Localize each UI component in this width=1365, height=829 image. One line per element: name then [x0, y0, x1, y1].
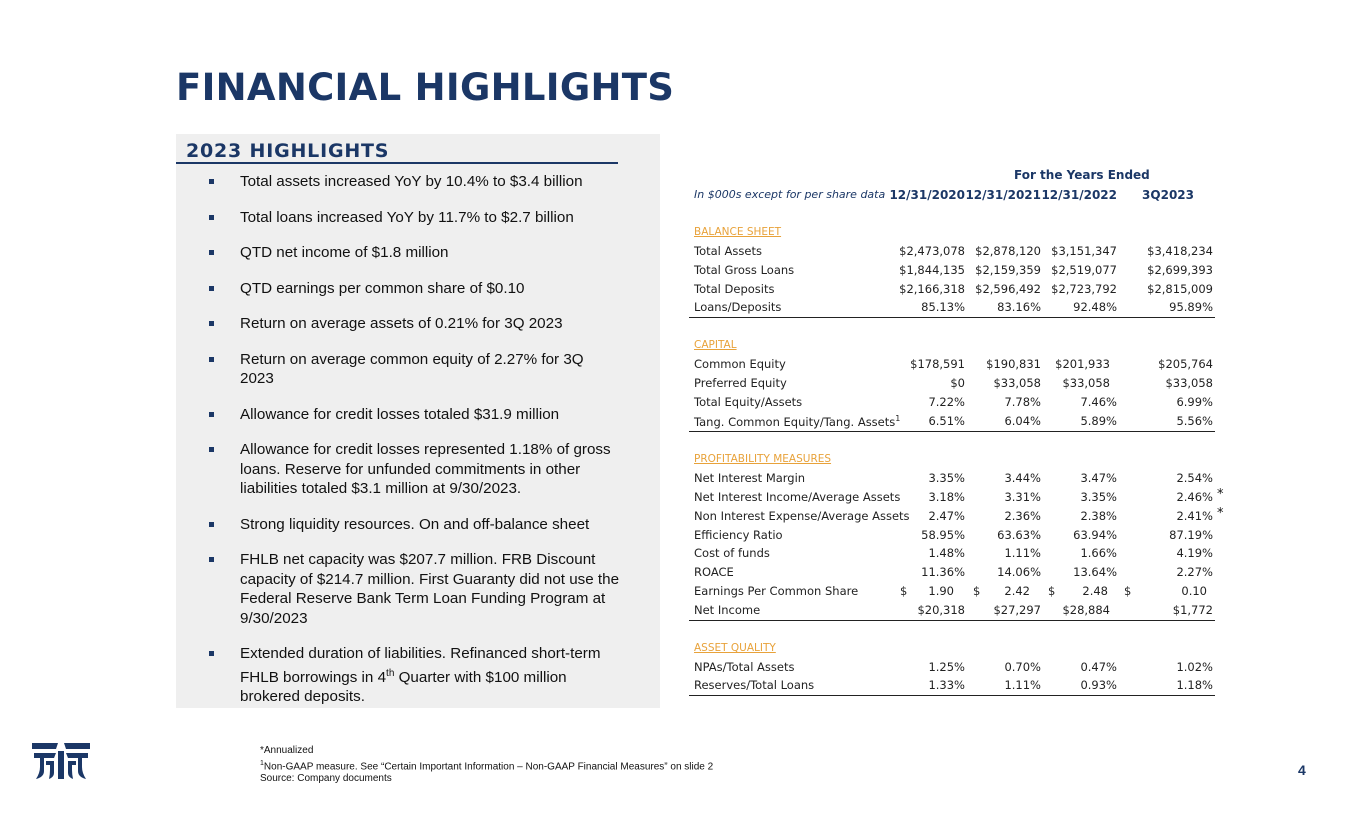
square-bullet-icon: [209, 321, 214, 326]
section-row: [689, 224, 1215, 243]
cell: 3.44%: [1004, 471, 1041, 485]
row-label: Loans/Deposits: [694, 300, 782, 314]
cell: $1,772: [1172, 603, 1213, 617]
row-label: Reserves/Total Loans: [694, 678, 815, 692]
cell: 2.42: [1004, 584, 1030, 598]
cell: 7.22%: [928, 395, 965, 409]
dollar-sign: $: [1124, 584, 1132, 598]
cell: 1.25%: [928, 660, 965, 674]
column-header: 3Q2023: [1142, 188, 1194, 202]
highlights-panel: [176, 134, 660, 708]
cell: 1.33%: [928, 678, 965, 692]
bullet-text: Allowance for credit losses totaled $31.9 million: [240, 405, 560, 423]
cell: 2.54%: [1176, 471, 1213, 485]
bullet-text: Quarter with $100 million brokered deposits.: [240, 668, 567, 706]
list-item: [206, 644, 646, 707]
cell: $2,815,009: [1147, 282, 1213, 296]
row-label: Earnings Per Common Share: [694, 584, 859, 598]
footnote-marker: 1: [895, 414, 901, 423]
cell: 5.56%: [1176, 414, 1213, 428]
cell: 3.35%: [1080, 490, 1117, 504]
column-header: 12/31/2022: [1041, 188, 1117, 202]
table-row: [689, 412, 1215, 432]
cell: $190,831: [986, 357, 1041, 371]
row-label: [694, 414, 900, 429]
cell: 1.66%: [1080, 546, 1117, 560]
row-label: Net Income: [694, 603, 761, 617]
square-bullet-icon: [209, 412, 214, 417]
cell: 13.64%: [1073, 565, 1117, 579]
footnotes: [260, 745, 713, 786]
cell: 2.48: [1082, 584, 1108, 598]
cell: $2,166,318: [899, 282, 965, 296]
bullet-text: FHLB net capacity was $207.7 million. FRB Discount capacity of $214.7 million. First Guaranty did not use the Federal Reserve Bank Term Loan Funding Program at 9/30/2023: [240, 551, 620, 627]
cell: $2,878,120: [975, 244, 1041, 258]
cell: 1.11%: [1004, 546, 1041, 560]
annualized-marker: *: [1217, 506, 1224, 521]
page-number: 4: [1298, 762, 1306, 778]
cell: $33,058: [1062, 376, 1110, 390]
bullet-text: Allowance for credit losses represented 1.18% of gross loans. Reserve for unfunded commitments in other liabilities totaled $3.1 million at 9/30/2023.: [240, 441, 611, 497]
square-bullet-icon: [209, 179, 214, 184]
bullet-text: QTD earnings per common share of $0.10: [240, 279, 525, 297]
table-row: [689, 298, 1215, 318]
cell: $2,723,792: [1051, 282, 1117, 296]
table-header-row: [689, 186, 1215, 205]
table-row: [689, 658, 1215, 677]
bullet-text: QTD net income of $1.8 million: [240, 244, 449, 261]
cell: 3.47%: [1080, 471, 1117, 485]
table-row: [689, 582, 1215, 601]
dollar-sign: $: [973, 584, 981, 598]
square-bullet-icon: [209, 357, 214, 362]
highlights-list: [206, 172, 646, 707]
row-label: Non Interest Expense/Average Assets: [694, 509, 910, 523]
table-row: [689, 563, 1215, 582]
cell: 14.06%: [997, 565, 1041, 579]
footnote-source: Source: Company documents: [260, 773, 392, 785]
cell: $33,058: [993, 376, 1041, 390]
list-item: [206, 314, 646, 334]
row-label: ROACE: [694, 565, 734, 579]
cell: 92.48%: [1073, 300, 1117, 314]
cell: 2.36%: [1004, 509, 1041, 523]
cell: 2.38%: [1080, 509, 1117, 523]
table-row: [689, 526, 1215, 545]
table-row: [689, 506, 1224, 526]
cell: $27,297: [993, 603, 1041, 617]
section-heading-balance-sheet: BALANCE SHEET: [694, 226, 782, 238]
cell: 6.04%: [1004, 414, 1041, 428]
row-label: Total Equity/Assets: [694, 395, 803, 409]
column-header: 12/31/2021: [965, 188, 1041, 202]
cell: 6.51%: [928, 414, 965, 428]
section-row: [689, 640, 1215, 659]
square-bullet-icon: [209, 557, 214, 562]
row-label: Efficiency Ratio: [694, 528, 783, 542]
row-label: Total Deposits: [694, 282, 775, 296]
cell: $205,764: [1158, 357, 1213, 371]
cell: $1,844,135: [899, 263, 965, 277]
cell: 0.70%: [1004, 660, 1041, 674]
cell: 3.35%: [928, 471, 965, 485]
footnote-non-gaap: [260, 758, 713, 774]
cell: 0.10: [1181, 584, 1207, 598]
cell: 7.46%: [1080, 395, 1117, 409]
table-row: [689, 261, 1215, 280]
cell: 1.48%: [928, 546, 965, 560]
column-header: 12/31/2020: [889, 188, 965, 202]
cell: $2,596,492: [975, 282, 1041, 296]
cell: 1.11%: [1004, 678, 1041, 692]
row-label-text: Tang. Common Equity/Tang. Assets: [694, 414, 896, 429]
section-row: [689, 451, 1215, 470]
square-bullet-icon: [209, 215, 214, 220]
list-item: [206, 405, 646, 425]
cell: 63.94%: [1073, 528, 1117, 542]
cell: $3,151,347: [1051, 244, 1117, 258]
table-row: [689, 487, 1224, 507]
list-item: [206, 208, 646, 228]
bullet-text: Total assets increased YoY by 10.4% to $3.4 billion: [240, 173, 583, 190]
cell: 1.02%: [1176, 660, 1213, 674]
row-label: Net Interest Income/Average Assets: [694, 490, 901, 504]
cell: 11.36%: [921, 565, 965, 579]
cell: 87.19%: [1169, 528, 1213, 542]
table-row: [689, 374, 1215, 393]
cell: 3.18%: [928, 490, 965, 504]
bullet-text: Extended duration of liabilities. Refinanced short-term FHLB borrowings in 4: [240, 645, 601, 686]
row-label: Total Assets: [694, 244, 762, 258]
cell: 2.47%: [928, 509, 965, 523]
row-label: Cost of funds: [694, 546, 770, 560]
list-item: [206, 515, 646, 535]
square-bullet-icon: [209, 522, 214, 527]
cell: $20,318: [917, 603, 965, 617]
cell: 6.99%: [1176, 395, 1213, 409]
cell: $2,699,393: [1147, 263, 1213, 277]
table-row: [689, 676, 1215, 696]
dollar-sign: $: [900, 584, 908, 598]
cell: 2.27%: [1176, 565, 1213, 579]
section-heading-capital: CAPITAL: [694, 339, 737, 351]
list-item: [206, 350, 646, 389]
cell: $0: [950, 376, 965, 390]
cell: $178,591: [910, 357, 965, 371]
highlights-heading: 2023 HIGHLIGHTS: [186, 140, 390, 162]
highlights-divider: [176, 162, 618, 164]
cell: $33,058: [1165, 376, 1213, 390]
cell: 7.78%: [1004, 395, 1041, 409]
list-item: [206, 550, 646, 628]
table-row: [689, 393, 1215, 412]
bullet-text: Total loans increased YoY by 11.7% to $2.7 billion: [240, 208, 574, 226]
row-label: Preferred Equity: [694, 376, 787, 390]
cell: $2,519,077: [1051, 263, 1117, 277]
superscript: th: [386, 667, 395, 679]
cell: 0.93%: [1080, 678, 1117, 692]
table-row: [689, 355, 1215, 374]
row-label: NPAs/Total Assets: [694, 660, 795, 674]
cell: $28,884: [1062, 603, 1110, 617]
list-item: [206, 440, 646, 499]
annualized-marker: *: [1217, 487, 1224, 502]
section-row: [689, 337, 1215, 356]
row-label: Total Gross Loans: [694, 263, 795, 277]
section-heading-asset-quality: ASSET QUALITY: [694, 642, 776, 654]
cell: 4.19%: [1176, 546, 1213, 560]
row-label: Net Interest Margin: [694, 471, 806, 485]
table-row: [689, 544, 1215, 563]
square-bullet-icon: [209, 286, 214, 291]
footnote-marker: 1: [260, 759, 264, 767]
cell: 2.46%: [1176, 490, 1213, 504]
cell: $3,418,234: [1147, 244, 1213, 258]
list-item: [206, 172, 646, 192]
cell: 3.31%: [1004, 490, 1041, 504]
unit-note: In $000s except for per share data: [694, 188, 886, 201]
square-bullet-icon: [209, 250, 214, 255]
bullet-text: Return on average common equity of 2.27% for 3Q 2023: [240, 350, 584, 387]
section-heading-profitability: PROFITABILITY MEASURES: [694, 453, 832, 465]
table-row: [689, 601, 1215, 621]
cell: 0.47%: [1080, 660, 1117, 674]
cell: 83.16%: [997, 300, 1041, 314]
table-row: [689, 242, 1215, 261]
cell: 85.13%: [921, 300, 965, 314]
company-logo-icon: [32, 741, 90, 781]
cell: $2,473,078: [899, 244, 965, 258]
cell: 95.89%: [1169, 300, 1213, 314]
dollar-sign: $: [1048, 584, 1056, 598]
table-row: [689, 280, 1215, 299]
footnote-annualized: *Annualized: [260, 745, 314, 756]
cell: 5.89%: [1080, 414, 1117, 428]
row-label: Common Equity: [694, 357, 786, 371]
cell: 1.90: [928, 584, 954, 598]
list-item: [206, 243, 646, 263]
cell: $2,159,359: [975, 263, 1041, 277]
page-title: FINANCIAL HIGHLIGHTS: [176, 66, 675, 109]
table-super-header: For the Years Ended: [1014, 168, 1150, 182]
square-bullet-icon: [209, 651, 214, 656]
cell: 1.18%: [1176, 678, 1213, 692]
bullet-text: Strong liquidity resources. On and off-balance sheet: [240, 515, 590, 533]
bullet-text: Return on average assets of 0.21% for 3Q 2023: [240, 315, 563, 332]
cell: 2.41%: [1176, 509, 1213, 523]
cell: 58.95%: [921, 528, 965, 542]
cell: $201,933: [1055, 357, 1110, 371]
list-item: [206, 279, 646, 299]
table-row: [689, 469, 1215, 488]
cell: 63.63%: [997, 528, 1041, 542]
footnote-text: Non-GAAP measure. See “Certain Important Information – Non-GAAP Financial Measures” on slide 2: [263, 760, 714, 772]
square-bullet-icon: [209, 447, 214, 452]
